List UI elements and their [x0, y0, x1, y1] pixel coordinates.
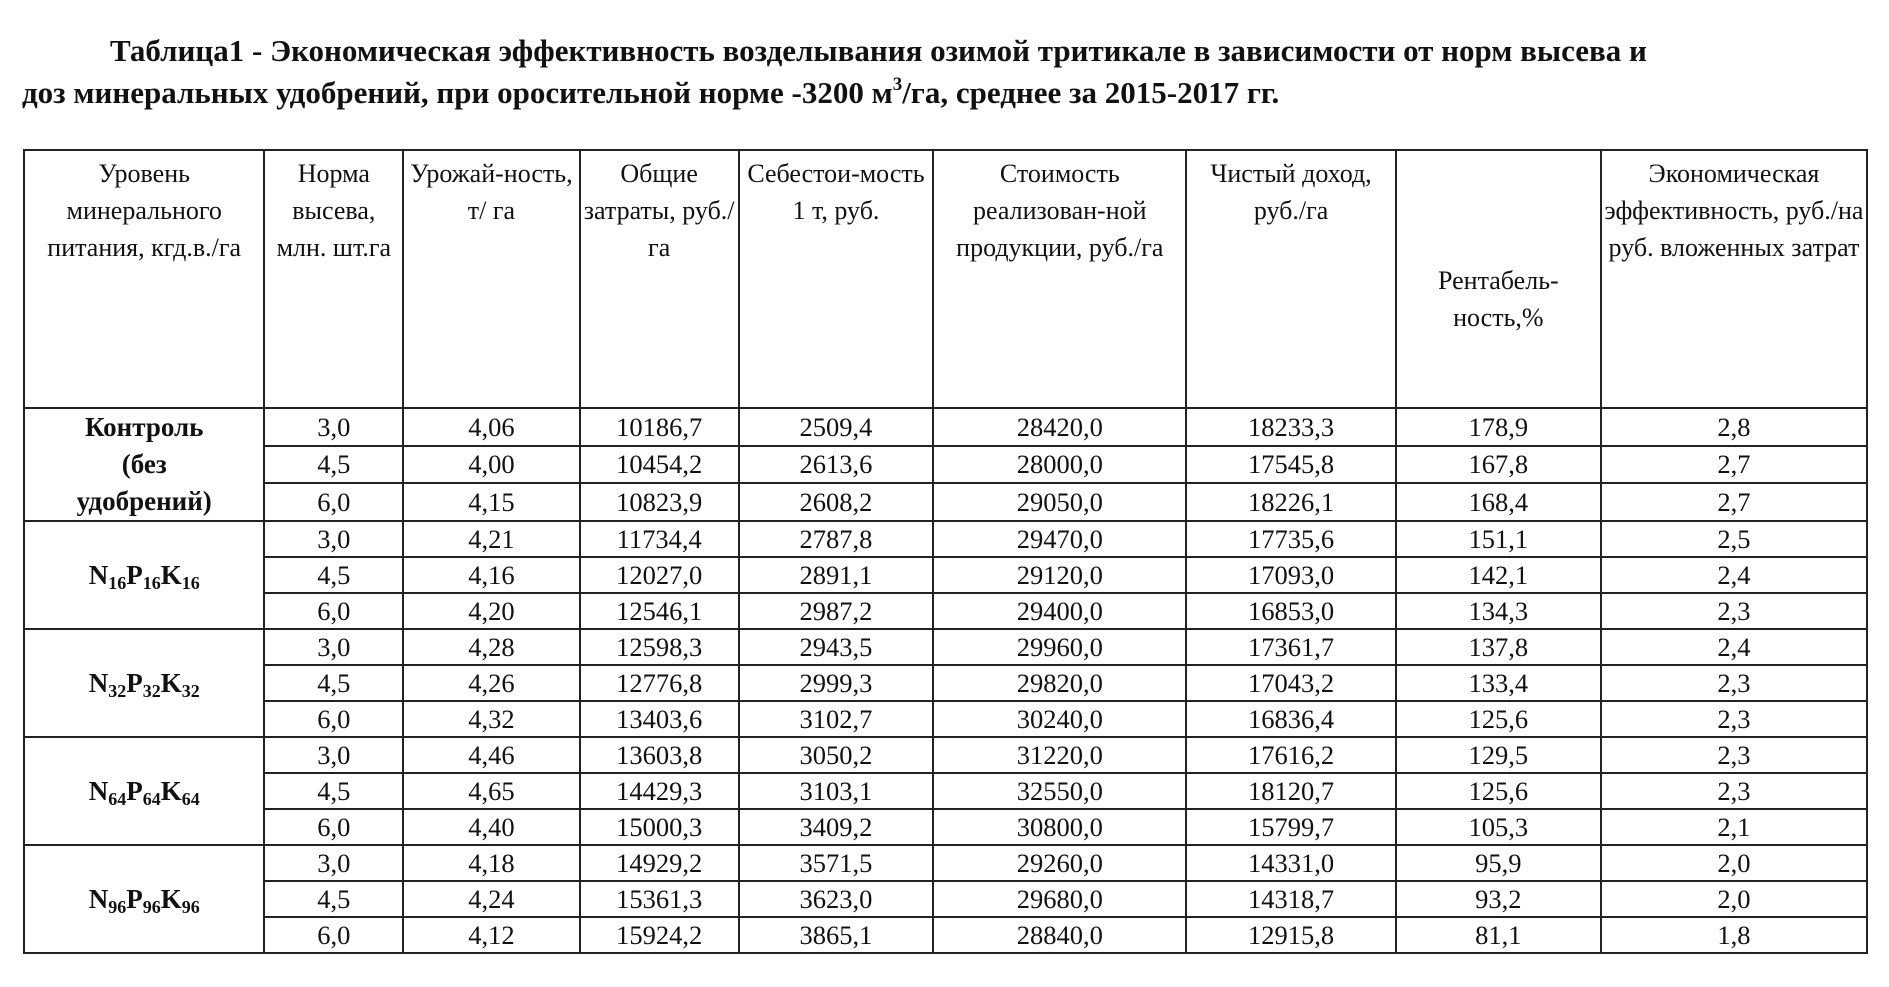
economic-efficiency-cell: 1,8 — [1601, 917, 1867, 953]
formula-element: N — [88, 883, 109, 914]
sales-value-cell: 28840,0 — [933, 917, 1186, 953]
sales-value-cell: 30800,0 — [933, 809, 1186, 845]
table-row — [24, 701, 1867, 737]
seeding-rate-cell: 3,0 — [264, 845, 403, 881]
formula-subscript: 96 — [142, 896, 161, 917]
total-costs-cell: 15924,2 — [580, 917, 739, 953]
formula-subscript: 32 — [108, 680, 127, 701]
yield-cell: 4,24 — [403, 881, 579, 917]
sales-value-cell: 29960,0 — [933, 629, 1186, 665]
sales-value-cell: 29470,0 — [933, 521, 1186, 557]
title-line-2-text: доз минеральных удобрений, при оросительной норме -3200 м — [22, 75, 893, 110]
seeding-rate-cell: 4,5 — [264, 446, 403, 484]
nutrition-level-cell — [24, 408, 264, 521]
total-costs-cell: 10186,7 — [580, 408, 739, 446]
nutrition-level-formula — [88, 667, 200, 701]
yield-cell: 4,40 — [403, 809, 579, 845]
total-costs-cell: 14929,2 — [580, 845, 739, 881]
net-income-cell: 15799,7 — [1186, 809, 1395, 845]
header-cell: Общие затраты, руб./га — [580, 150, 739, 408]
formula-element: P — [126, 667, 143, 698]
sales-value-cell: 28420,0 — [933, 408, 1186, 446]
net-income-cell: 17735,6 — [1186, 521, 1395, 557]
nutrition-level-formula — [88, 559, 200, 593]
table-row — [24, 809, 1867, 845]
net-income-cell: 17043,2 — [1186, 665, 1395, 701]
economic-efficiency-cell: 2,3 — [1601, 773, 1867, 809]
yield-cell: 4,06 — [403, 408, 579, 446]
table-row — [24, 737, 1867, 773]
cost-per-ton-cell: 2787,8 — [739, 521, 933, 557]
seeding-rate-cell: 6,0 — [264, 917, 403, 953]
net-income-cell: 12915,8 — [1186, 917, 1395, 953]
cost-per-ton-cell: 2509,4 — [739, 408, 933, 446]
header-cell: Себестои-мость 1 т, руб. — [739, 150, 933, 408]
formula-subscript: 32 — [142, 680, 161, 701]
total-costs-cell: 12776,8 — [580, 665, 739, 701]
yield-cell: 4,46 — [403, 737, 579, 773]
nutrition-level-formula — [88, 775, 200, 809]
profitability-cell: 129,5 — [1396, 737, 1601, 773]
cost-per-ton-cell: 2999,3 — [739, 665, 933, 701]
cost-per-ton-cell: 2608,2 — [739, 483, 933, 521]
formula-subscript: 96 — [181, 896, 200, 917]
header-cell: Экономическая эффективность, руб./на руб. вложенных затрат — [1601, 150, 1867, 408]
yield-cell: 4,26 — [403, 665, 579, 701]
nutrition-level-label-line: удобрений) — [76, 486, 212, 516]
total-costs-cell: 15361,3 — [580, 881, 739, 917]
formula-element: K — [160, 775, 182, 806]
seeding-rate-cell: 4,5 — [264, 665, 403, 701]
sales-value-cell: 29260,0 — [933, 845, 1186, 881]
net-income-cell: 14331,0 — [1186, 845, 1395, 881]
seeding-rate-cell: 3,0 — [264, 408, 403, 446]
economic-efficiency-cell: 2,3 — [1601, 593, 1867, 629]
cost-per-ton-cell: 3865,1 — [739, 917, 933, 953]
net-income-cell: 17361,7 — [1186, 629, 1395, 665]
net-income-cell: 16836,4 — [1186, 701, 1395, 737]
profitability-cell: 167,8 — [1396, 446, 1601, 484]
seeding-rate-cell: 6,0 — [264, 483, 403, 521]
total-costs-cell: 12027,0 — [580, 557, 739, 593]
sales-value-cell: 32550,0 — [933, 773, 1186, 809]
seeding-rate-cell: 3,0 — [264, 629, 403, 665]
table-row — [24, 521, 1867, 557]
profitability-cell: 142,1 — [1396, 557, 1601, 593]
seeding-rate-cell: 6,0 — [264, 593, 403, 629]
formula-subscript: 16 — [181, 572, 200, 593]
header-cell: Чистый доход, руб./га — [1186, 150, 1395, 408]
economic-efficiency-cell: 2,8 — [1601, 408, 1867, 446]
total-costs-cell: 10454,2 — [580, 446, 739, 484]
economic-efficiency-cell: 2,3 — [1601, 737, 1867, 773]
header-cell: Норма высева, млн. шт.га — [264, 150, 403, 408]
profitability-cell: 151,1 — [1396, 521, 1601, 557]
net-income-cell: 17093,0 — [1186, 557, 1395, 593]
profitability-cell: 178,9 — [1396, 408, 1601, 446]
yield-cell: 4,16 — [403, 557, 579, 593]
seeding-rate-cell: 4,5 — [264, 773, 403, 809]
total-costs-cell: 12546,1 — [580, 593, 739, 629]
formula-element: K — [160, 667, 182, 698]
sales-value-cell: 29820,0 — [933, 665, 1186, 701]
table-title — [22, 30, 1872, 114]
nutrition-level-cell — [24, 737, 264, 845]
yield-cell: 4,15 — [403, 483, 579, 521]
total-costs-cell: 13403,6 — [580, 701, 739, 737]
total-costs-cell: 12598,3 — [580, 629, 739, 665]
formula-element: K — [160, 559, 182, 590]
formula-element: N — [88, 667, 109, 698]
net-income-cell: 17545,8 — [1186, 446, 1395, 484]
sales-value-cell: 31220,0 — [933, 737, 1186, 773]
profitability-cell: 95,9 — [1396, 845, 1601, 881]
cost-per-ton-cell: 3102,7 — [739, 701, 933, 737]
economic-efficiency-cell: 2,1 — [1601, 809, 1867, 845]
sales-value-cell: 29680,0 — [933, 881, 1186, 917]
cost-per-ton-cell: 3409,2 — [739, 809, 933, 845]
header-cell: Уровень минерального питания, кгд.в./га — [24, 150, 264, 408]
profitability-cell: 125,6 — [1396, 701, 1601, 737]
cost-per-ton-cell: 2613,6 — [739, 446, 933, 484]
yield-cell: 4,18 — [403, 845, 579, 881]
formula-subscript: 64 — [142, 788, 161, 809]
yield-cell: 4,20 — [403, 593, 579, 629]
net-income-cell: 18233,3 — [1186, 408, 1395, 446]
sales-value-cell: 29120,0 — [933, 557, 1186, 593]
total-costs-cell: 13603,8 — [580, 737, 739, 773]
yield-cell: 4,21 — [403, 521, 579, 557]
total-costs-cell: 10823,9 — [580, 483, 739, 521]
economic-efficiency-cell: 2,3 — [1601, 665, 1867, 701]
header-row — [24, 150, 1867, 408]
seeding-rate-cell: 3,0 — [264, 737, 403, 773]
seeding-rate-cell: 6,0 — [264, 701, 403, 737]
table-row — [24, 665, 1867, 701]
yield-cell: 4,00 — [403, 446, 579, 484]
title-line-2 — [22, 72, 1872, 114]
table-row — [24, 881, 1867, 917]
sales-value-cell: 30240,0 — [933, 701, 1186, 737]
net-income-cell: 18120,7 — [1186, 773, 1395, 809]
formula-subscript: 96 — [108, 896, 127, 917]
nutrition-level-cell — [24, 845, 264, 953]
table-row — [24, 845, 1867, 881]
cost-per-ton-cell: 2987,2 — [739, 593, 933, 629]
nutrition-level-formula — [88, 883, 200, 917]
yield-cell: 4,65 — [403, 773, 579, 809]
net-income-cell: 18226,1 — [1186, 483, 1395, 521]
yield-cell: 4,12 — [403, 917, 579, 953]
cost-per-ton-cell: 3050,2 — [739, 737, 933, 773]
cost-per-ton-cell: 3103,1 — [739, 773, 933, 809]
net-income-cell: 16853,0 — [1186, 593, 1395, 629]
header-cell: Урожай-ность, т/ га — [403, 150, 579, 408]
formula-element: P — [126, 775, 143, 806]
cost-per-ton-cell: 2943,5 — [739, 629, 933, 665]
total-costs-cell: 15000,3 — [580, 809, 739, 845]
nutrition-level-label-line: (без — [121, 449, 167, 479]
economic-efficiency-cell: 2,4 — [1601, 557, 1867, 593]
economic-efficiency-cell: 2,0 — [1601, 845, 1867, 881]
net-income-cell: 17616,2 — [1186, 737, 1395, 773]
title-line-2-end: /га, среднее за 2015-2017 гг. — [902, 75, 1280, 110]
total-costs-cell: 11734,4 — [580, 521, 739, 557]
table-row — [24, 773, 1867, 809]
economic-efficiency-cell: 2,0 — [1601, 881, 1867, 917]
formula-subscript: 16 — [142, 572, 161, 593]
economic-efficiency-cell: 2,3 — [1601, 701, 1867, 737]
formula-element: N — [88, 559, 109, 590]
table-row — [24, 446, 1867, 484]
profitability-cell: 93,2 — [1396, 881, 1601, 917]
sales-value-cell: 29400,0 — [933, 593, 1186, 629]
seeding-rate-cell: 4,5 — [264, 557, 403, 593]
nutrition-level-cell — [24, 521, 264, 629]
table-row — [24, 593, 1867, 629]
economic-efficiency-cell: 2,4 — [1601, 629, 1867, 665]
table-row — [24, 408, 1867, 446]
header-cell: Рентабель-ность,% — [1396, 150, 1601, 408]
nutrition-level-cell — [24, 629, 264, 737]
profitability-cell: 134,3 — [1396, 593, 1601, 629]
efficiency-table — [23, 149, 1868, 954]
formula-element: P — [126, 883, 143, 914]
formula-element: P — [126, 559, 143, 590]
economic-efficiency-cell: 2,5 — [1601, 521, 1867, 557]
yield-cell: 4,32 — [403, 701, 579, 737]
cost-per-ton-cell: 3571,5 — [739, 845, 933, 881]
formula-subscript: 32 — [181, 680, 200, 701]
table-row — [24, 483, 1867, 521]
formula-subscript: 64 — [181, 788, 200, 809]
seeding-rate-cell: 3,0 — [264, 521, 403, 557]
economic-efficiency-cell: 2,7 — [1601, 446, 1867, 484]
title-line-1: Таблица1 - Экономическая эффективность возделывания озимой тритикале в зависимости от норм высева и — [110, 33, 1647, 68]
seeding-rate-cell: 4,5 — [264, 881, 403, 917]
sales-value-cell: 29050,0 — [933, 483, 1186, 521]
profitability-cell: 133,4 — [1396, 665, 1601, 701]
economic-efficiency-cell: 2,7 — [1601, 483, 1867, 521]
profitability-cell: 81,1 — [1396, 917, 1601, 953]
profitability-cell: 125,6 — [1396, 773, 1601, 809]
table-row — [24, 557, 1867, 593]
yield-cell: 4,28 — [403, 629, 579, 665]
cost-per-ton-cell: 2891,1 — [739, 557, 933, 593]
formula-subscript: 64 — [108, 788, 127, 809]
header-cell: Стоимость реализован-ной продукции, руб./га — [933, 150, 1186, 408]
table-row — [24, 629, 1867, 665]
formula-element: K — [160, 883, 182, 914]
seeding-rate-cell: 6,0 — [264, 809, 403, 845]
sales-value-cell: 28000,0 — [933, 446, 1186, 484]
formula-subscript: 16 — [108, 572, 127, 593]
total-costs-cell: 14429,3 — [580, 773, 739, 809]
nutrition-level-label-line: Контроль — [84, 412, 204, 442]
title-superscript: 3 — [892, 74, 903, 95]
table-body — [24, 408, 1867, 953]
profitability-cell: 105,3 — [1396, 809, 1601, 845]
profitability-cell: 137,8 — [1396, 629, 1601, 665]
cost-per-ton-cell: 3623,0 — [739, 881, 933, 917]
formula-element: N — [88, 775, 109, 806]
profitability-cell: 168,4 — [1396, 483, 1601, 521]
net-income-cell: 14318,7 — [1186, 881, 1395, 917]
table-row — [24, 917, 1867, 953]
